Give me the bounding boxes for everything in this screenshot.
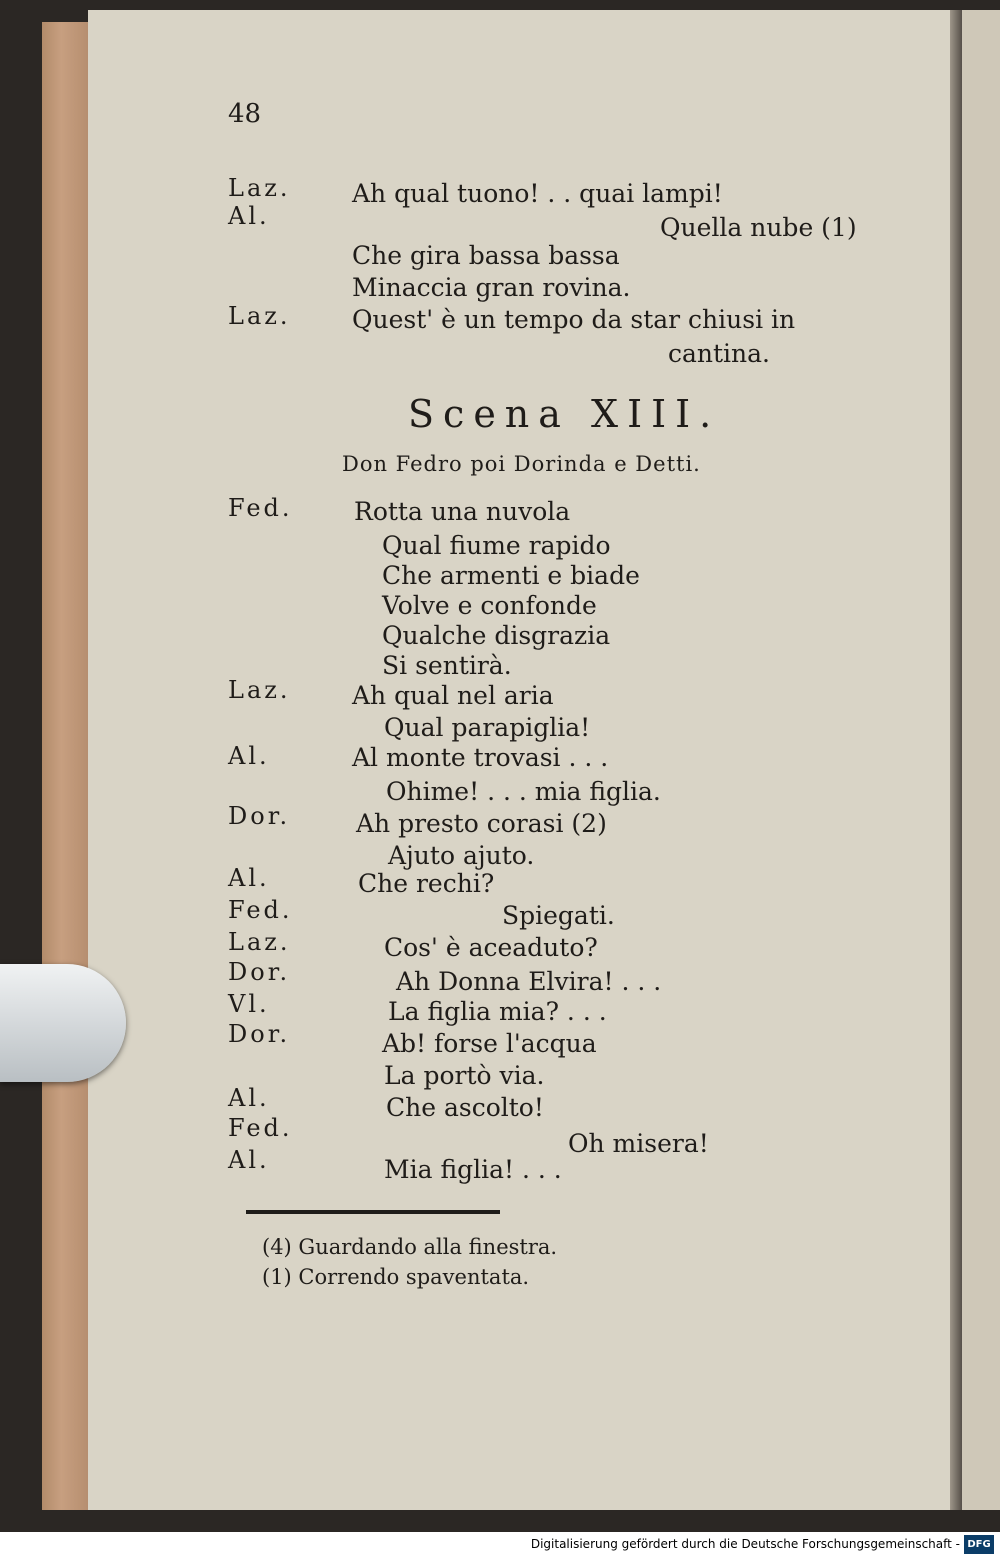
- verse-line: Che gira bassa bassa: [352, 241, 620, 270]
- speaker-label: Dor.: [228, 802, 291, 830]
- verse-line: Ajuto ajuto.: [388, 841, 535, 870]
- verse-line: Ohime! . . . mia figlia.: [386, 777, 661, 806]
- page-clip: [0, 964, 126, 1082]
- book-edge: [42, 22, 90, 1510]
- verse-line: Volve e confonde: [382, 591, 597, 620]
- speaker-label: Al.: [228, 864, 270, 892]
- verse-line: Al monte trovasi . . .: [352, 743, 609, 772]
- speaker-label: Al.: [228, 742, 270, 770]
- verse-line: Quest' è un tempo da star chiusi in: [352, 305, 796, 334]
- footnote-rule: [246, 1210, 500, 1214]
- verse-line: Che ascolto!: [386, 1093, 544, 1122]
- next-page-edge: [962, 10, 1000, 1510]
- verse-line: Cos' è aceaduto?: [384, 933, 598, 962]
- speaker-label: Al.: [228, 1084, 270, 1112]
- verse-line: Ah presto corasi (2): [356, 809, 607, 838]
- verse-line: Spiegati.: [502, 901, 615, 930]
- verse-line: Oh misera!: [568, 1129, 709, 1158]
- verse-line: Che armenti e biade: [382, 561, 640, 590]
- verse-line: Ah Donna Elvira! . . .: [396, 967, 662, 996]
- verse-line: La figlia mia? . . .: [388, 997, 607, 1026]
- footnote: (4) Guardando alla finestra.: [262, 1235, 558, 1259]
- speaker-label: Fed.: [228, 1114, 293, 1142]
- verse-line: La portò via.: [384, 1061, 545, 1090]
- scene-subtitle: Don Fedro poi Dorinda e Detti.: [342, 452, 701, 476]
- speaker-label: Vl.: [228, 990, 270, 1018]
- speaker-label: Laz.: [228, 676, 291, 704]
- speaker-label: Dor.: [228, 1020, 291, 1048]
- verse-line: Che rechi?: [358, 869, 495, 898]
- verse-line: Mia figlia! . . .: [384, 1155, 562, 1184]
- speaker-label: Laz.: [228, 302, 291, 330]
- verse-line: Quella nube (1): [660, 213, 857, 242]
- verse-line: cantina.: [668, 339, 771, 368]
- verse-line: Ah qual nel aria: [352, 681, 554, 710]
- verse-line: Si sentirà.: [382, 651, 512, 680]
- speaker-label: Al.: [228, 1146, 270, 1174]
- scene-title: Scena XIII.: [408, 392, 721, 436]
- footer-credit: Digitalisierung gefördert durch die Deutsche Forschungsgemeinschaft -: [530, 1537, 960, 1551]
- page-number: 48: [228, 99, 262, 129]
- verse-line: Qual fiume rapido: [382, 531, 611, 560]
- verse-line: Qual parapiglia!: [384, 713, 591, 742]
- speaker-label: Fed.: [228, 494, 293, 522]
- verse-line: Qualche disgrazia: [382, 621, 611, 650]
- speaker-label: Fed.: [228, 896, 293, 924]
- speaker-label: Laz.: [228, 174, 291, 202]
- dfg-logo: DFG: [964, 1535, 994, 1554]
- footer-bar: [0, 1532, 1000, 1557]
- verse-line: Ab! forse l'acqua: [382, 1029, 597, 1058]
- verse-line: Rotta una nuvola: [354, 497, 571, 526]
- speaker-label: Al.: [228, 202, 270, 230]
- verse-line: Ah qual tuono! . . quai lampi!: [352, 179, 723, 208]
- speaker-label: Laz.: [228, 928, 291, 956]
- verse-line: Minaccia gran rovina.: [352, 273, 631, 302]
- speaker-label: Dor.: [228, 958, 291, 986]
- footnote: (1) Correndo spaventata.: [262, 1265, 530, 1289]
